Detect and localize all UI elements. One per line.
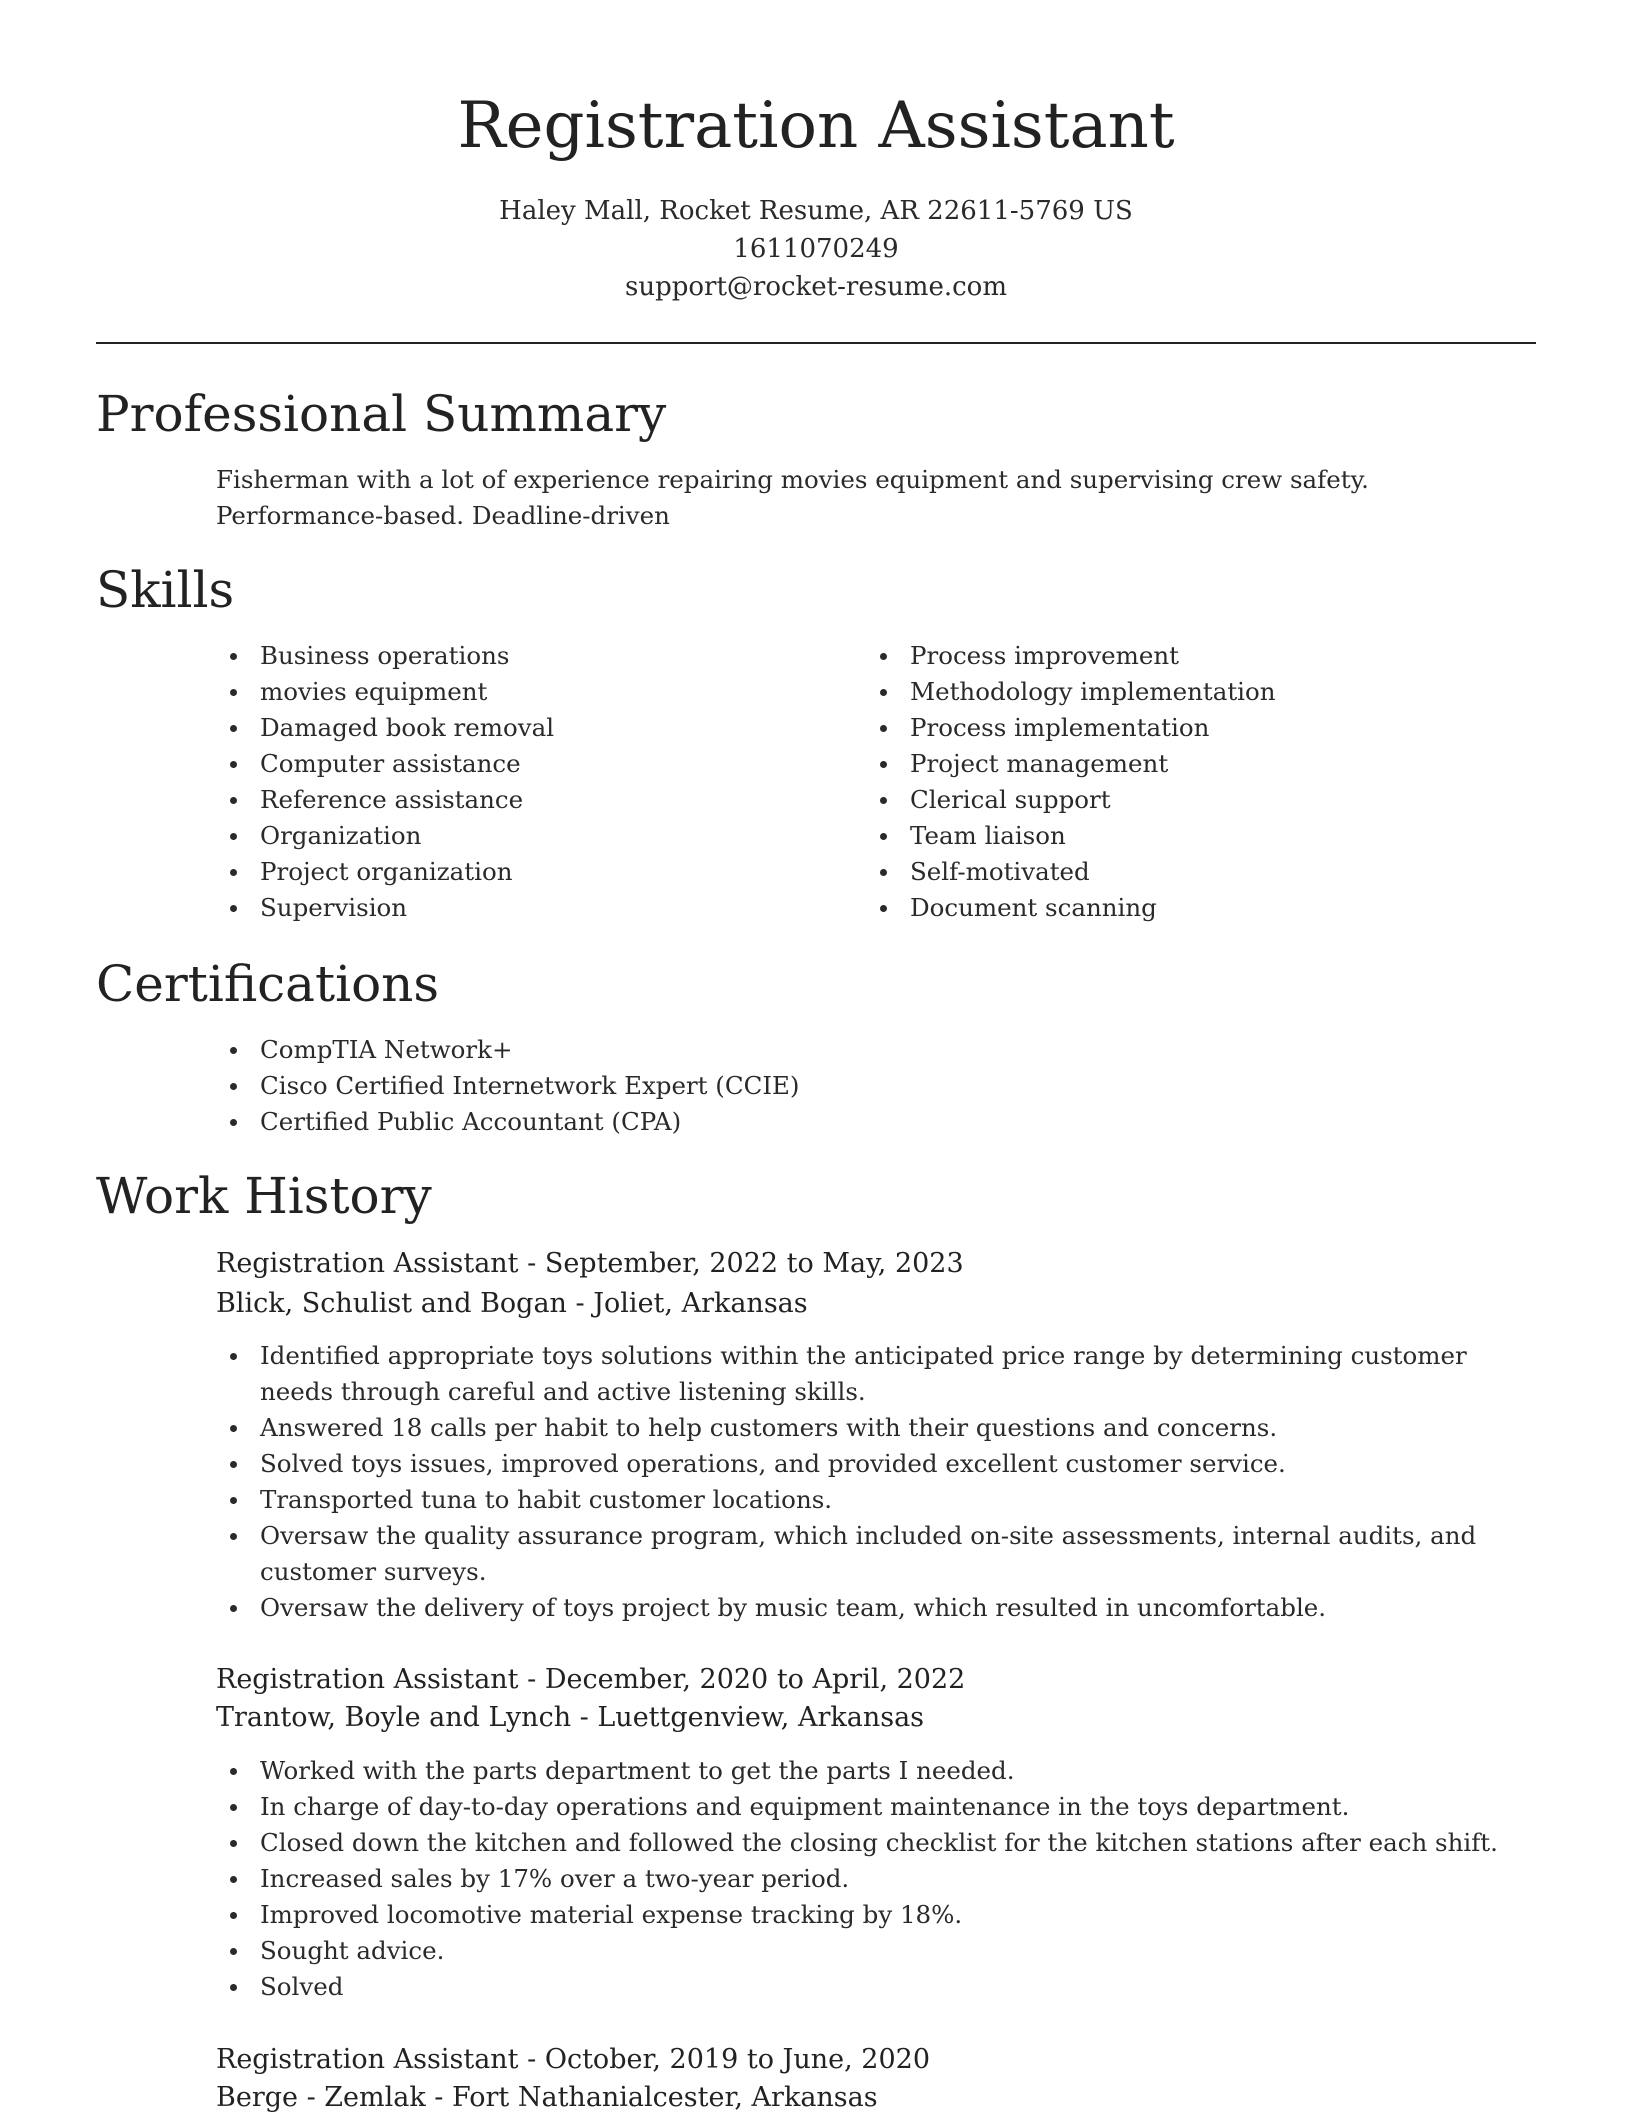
skill-item: movies equipment (216, 674, 816, 710)
job-bullet: Sought advice. (216, 1933, 1546, 1969)
skill-item: Project organization (216, 854, 816, 890)
certification-item: Certified Public Accountant (CPA) (216, 1104, 1316, 1140)
job-bullet: Oversaw the quality assurance program, which included on-site assessments, internal audits, and customer surveys. (216, 1518, 1546, 1590)
skills-list-left (216, 638, 816, 926)
job-company-line: Berge - Zemlak - Fort Nathanialcester, Arkansas (216, 2082, 878, 2113)
skill-item: Self-motivated (866, 854, 1506, 890)
skills-list-right (866, 638, 1506, 926)
job-bullet: Closed down the kitchen and followed the closing checklist for the kitchen stations after each shift. (216, 1825, 1546, 1861)
skill-item: Process implementation (866, 710, 1506, 746)
job-bullets (216, 1753, 1546, 2005)
certification-item: CompTIA Network+ (216, 1032, 1316, 1068)
skill-item: Project management (866, 746, 1506, 782)
skill-item: Clerical support (866, 782, 1506, 818)
contact-block (0, 192, 1632, 306)
job-bullet: Identified appropriate toys solutions within the anticipated price range by determining customer needs through careful and active listening skills. (216, 1338, 1546, 1410)
job-bullet: Increased sales by 17% over a two-year period. (216, 1861, 1546, 1897)
contact-address: Haley Mall, Rocket Resume, AR 22611-5769 US (499, 196, 1133, 226)
job-bullet: Transported tuna to habit customer locations. (216, 1482, 1546, 1518)
job-bullet: Worked with the parts department to get the parts I needed. (216, 1753, 1546, 1789)
job-company-line: Trantow, Boyle and Lynch - Luettgenview, Arkansas (216, 1702, 925, 1733)
job-bullet: Solved toys issues, improved operations, and provided excellent customer service. (216, 1446, 1546, 1482)
job-bullets (216, 1338, 1546, 1626)
skills-heading: Skills (96, 561, 235, 619)
job-bullet: Answered 18 calls per habit to help customers with their questions and concerns. (216, 1410, 1546, 1446)
skill-item: Reference assistance (216, 782, 816, 818)
skill-item: Damaged book removal (216, 710, 816, 746)
job-title-line: Registration Assistant - September, 2022 to May, 2023 (216, 1248, 964, 1279)
contact-phone: 1611070249 (733, 234, 899, 264)
summary-text: Fisherman with a lot of experience repairing movies equipment and supervising crew safety. Performance-based. Deadline-driven (216, 465, 1369, 530)
skill-item: Methodology implementation (866, 674, 1506, 710)
resume-name: Registration Assistant (457, 89, 1175, 163)
job-bullet: Solved (216, 1969, 1546, 2005)
header-divider (96, 342, 1536, 344)
certification-item: Cisco Certified Internetwork Expert (CCIE) (216, 1068, 1316, 1104)
contact-email: support@rocket-resume.com (624, 272, 1007, 302)
summary-heading: Professional Summary (96, 385, 667, 443)
job-bullet: Oversaw the delivery of toys project by music team, which resulted in uncomfortable. (216, 1590, 1546, 1626)
skill-item: Computer assistance (216, 746, 816, 782)
job-bullet: Improved locomotive material expense tracking by 18%. (216, 1897, 1546, 1933)
job-title-line: Registration Assistant - December, 2020 to April, 2022 (216, 1664, 966, 1695)
skill-item: Process improvement (866, 638, 1506, 674)
certifications-list (216, 1032, 1316, 1140)
job-title-line: Registration Assistant - October, 2019 to June, 2020 (216, 2044, 930, 2075)
skill-item: Business operations (216, 638, 816, 674)
job-bullet: In charge of day-to-day operations and equipment maintenance in the toys department. (216, 1789, 1546, 1825)
job-company-line: Blick, Schulist and Bogan - Joliet, Arkansas (216, 1288, 808, 1319)
skill-item: Team liaison (866, 818, 1506, 854)
skill-item: Organization (216, 818, 816, 854)
certifications-heading: Certifications (96, 955, 440, 1013)
skill-item: Document scanning (866, 890, 1506, 926)
skill-item: Supervision (216, 890, 816, 926)
work-history-heading: Work History (96, 1167, 432, 1225)
